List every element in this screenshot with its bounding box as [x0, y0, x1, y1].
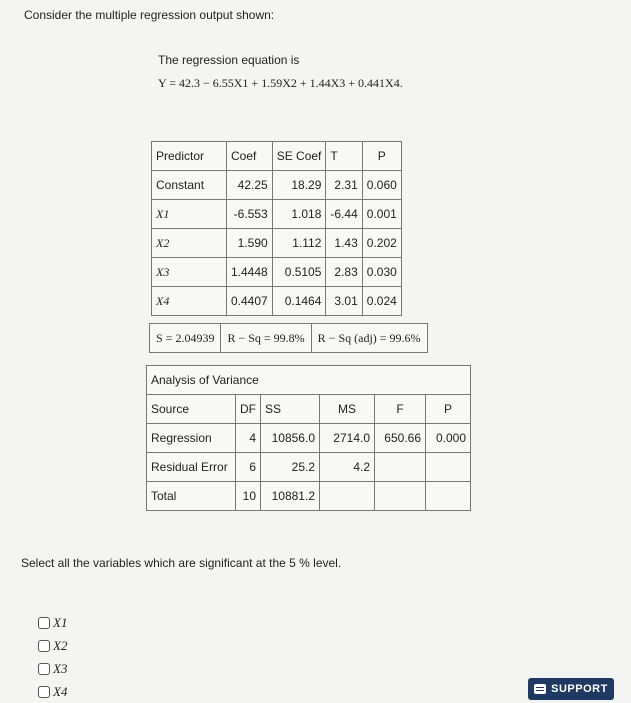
t-cell: 2.31: [326, 171, 362, 200]
ss-cell: 25.2: [261, 453, 320, 482]
chat-icon: [534, 684, 546, 694]
header-ss: SS: [261, 395, 320, 424]
table-row: [152, 229, 402, 258]
ms-cell: 4.2: [320, 453, 375, 482]
se-coef-cell: 0.5105: [272, 258, 326, 287]
question-text: Select all the variables which are significant at the 5 % level.: [21, 556, 342, 570]
p-cell: 0.060: [362, 171, 401, 200]
option-label: X2: [53, 637, 68, 653]
table-row: [147, 424, 471, 453]
table-row: [152, 200, 402, 229]
option-x2[interactable]: [38, 634, 67, 657]
checkbox-x3[interactable]: [38, 663, 50, 675]
support-button[interactable]: [528, 678, 614, 700]
p-cell: 0.202: [362, 229, 401, 258]
p-cell: 0.030: [362, 258, 401, 287]
coef-cell: 1.4448: [227, 258, 273, 287]
predictor-cell: X2: [152, 229, 227, 258]
header-f: F: [375, 395, 426, 424]
coefficient-table: [151, 141, 402, 316]
df-cell: 10: [236, 482, 261, 511]
anova-title-row: [147, 366, 471, 395]
option-x3[interactable]: [38, 657, 67, 680]
table-row: [152, 287, 402, 316]
se-coef-cell: 1.112: [272, 229, 326, 258]
p-cell: 0.024: [362, 287, 401, 316]
f-cell: [375, 453, 426, 482]
predictor-cell: X3: [152, 258, 227, 287]
p-cell: 0.000: [426, 424, 471, 453]
predictor-cell: X4: [152, 287, 227, 316]
anova-table: [146, 365, 471, 511]
header-coef: Coef: [227, 142, 273, 171]
coef-cell: 42.25: [227, 171, 273, 200]
checkbox-x1[interactable]: [38, 617, 50, 629]
s-value: S = 2.04939: [150, 324, 221, 353]
coef-header-row: [152, 142, 402, 171]
df-cell: 4: [236, 424, 261, 453]
anova-header-row: [147, 395, 471, 424]
source-cell: Total: [147, 482, 236, 511]
p-cell: [426, 453, 471, 482]
t-cell: -6.44: [326, 200, 362, 229]
coef-cell: 0.4407: [227, 287, 273, 316]
ms-cell: [320, 482, 375, 511]
option-label: X1: [53, 614, 68, 630]
header-t: T: [326, 142, 362, 171]
table-row: [147, 482, 471, 511]
option-x1[interactable]: [38, 611, 67, 634]
header-p: P: [426, 395, 471, 424]
t-cell: 1.43: [326, 229, 362, 258]
header-df: DF: [236, 395, 261, 424]
header-predictor: Predictor: [152, 142, 227, 171]
prompt-text: Consider the multiple regression output shown:: [24, 8, 275, 22]
anova-title: Analysis of Variance: [147, 366, 471, 395]
se-coef-cell: 18.29: [272, 171, 326, 200]
r-sq-adj-value: R − Sq (adj) = 99.6%: [311, 324, 427, 353]
header-source: Source: [147, 395, 236, 424]
checkbox-x2[interactable]: [38, 640, 50, 652]
stats-row: [150, 324, 428, 353]
equation-label: The regression equation is: [158, 53, 300, 67]
coef-cell: -6.553: [227, 200, 273, 229]
p-cell: [426, 482, 471, 511]
df-cell: 6: [236, 453, 261, 482]
header-p: P: [362, 142, 401, 171]
f-cell: [375, 482, 426, 511]
se-coef-cell: 0.1464: [272, 287, 326, 316]
ms-cell: 2714.0: [320, 424, 375, 453]
answer-options: [38, 611, 67, 703]
model-summary-table: [149, 323, 428, 353]
header-ms: MS: [320, 395, 375, 424]
t-cell: 3.01: [326, 287, 362, 316]
se-coef-cell: 1.018: [272, 200, 326, 229]
ss-cell: 10856.0: [261, 424, 320, 453]
checkbox-x4[interactable]: [38, 686, 50, 698]
table-row: [152, 171, 402, 200]
source-cell: Regression: [147, 424, 236, 453]
source-cell: Residual Error: [147, 453, 236, 482]
t-cell: 2.83: [326, 258, 362, 287]
support-label: SUPPORT: [551, 683, 608, 695]
table-row: [147, 453, 471, 482]
predictor-cell: X1: [152, 200, 227, 229]
regression-equation: Y = 42.3 − 6.55X1 + 1.59X2 + 1.44X3 + 0.441X4.: [158, 76, 403, 90]
ss-cell: 10881.2: [261, 482, 320, 511]
predictor-cell: Constant: [152, 171, 227, 200]
r-sq-value: R − Sq = 99.8%: [221, 324, 311, 353]
coef-cell: 1.590: [227, 229, 273, 258]
option-label: X4: [53, 683, 68, 699]
option-label: X3: [53, 660, 68, 676]
header-se-coef: SE Coef: [272, 142, 326, 171]
f-cell: 650.66: [375, 424, 426, 453]
table-row: [152, 258, 402, 287]
p-cell: 0.001: [362, 200, 401, 229]
